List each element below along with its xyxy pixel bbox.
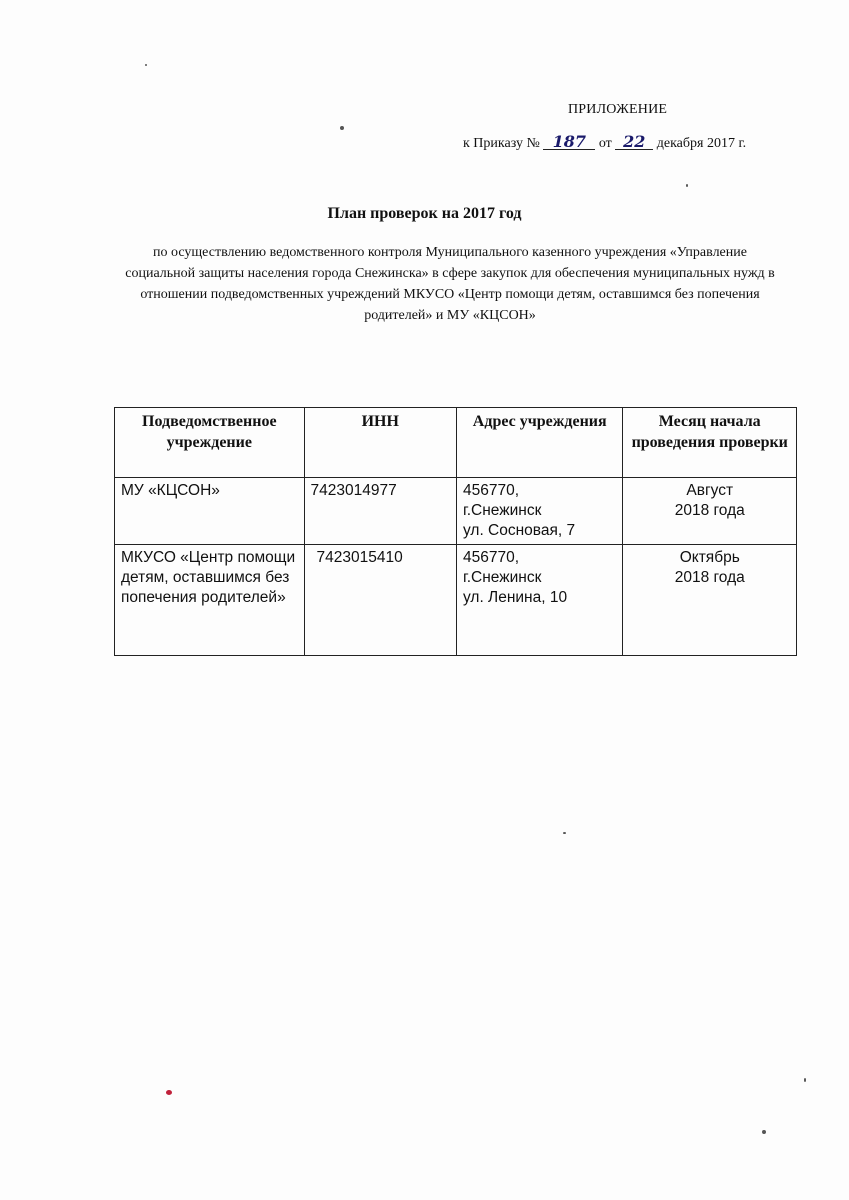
- order-day-handwritten: 22: [615, 135, 653, 150]
- scan-speck: [804, 1078, 806, 1082]
- cell-inn: 7423015410: [304, 545, 456, 656]
- cell-address: [456, 478, 622, 545]
- order-from: от: [598, 136, 612, 151]
- cell-institution: МУ «КЦСОН»: [115, 478, 305, 545]
- scan-speck: [145, 64, 147, 66]
- cell-month: [623, 545, 797, 656]
- month-line: 2018 года: [674, 569, 745, 586]
- address-line: г.Снежинск: [462, 502, 542, 519]
- scan-speck: [686, 184, 688, 187]
- scan-speck: [340, 126, 344, 130]
- table-row: [115, 545, 797, 656]
- address-line: 456770,: [462, 549, 520, 566]
- header-month: Месяц начала проведения проверки: [623, 408, 797, 478]
- order-suffix: декабря 2017 г.: [656, 136, 747, 151]
- cell-inn: 7423014977: [304, 478, 456, 545]
- scan-speck: [762, 1130, 766, 1134]
- order-number-handwritten: 187: [543, 135, 595, 150]
- cell-address: [456, 545, 622, 656]
- order-prefix: к Приказу №: [463, 136, 540, 151]
- address-line: 456770,: [462, 482, 520, 499]
- table-row: [115, 478, 797, 545]
- header-institution: Подведомственное учреждение: [115, 408, 305, 478]
- address-line: г.Снежинск: [462, 569, 542, 586]
- appendix-label: ПРИЛОЖЕНИЕ: [568, 102, 668, 117]
- address-line: ул. Сосновая, 7: [462, 522, 576, 539]
- order-reference: [463, 132, 747, 152]
- month-line: Октябрь: [679, 549, 740, 566]
- table-header-row: [115, 408, 797, 478]
- document-subtitle: по осуществлению ведомственного контроля Муниципального казенного учреждения «Управление социальной защиты населения города Снежинска» в сфере закупок для обеспечения муниципальных нужд в отношении подведомственных учреждений МКУСО «Центр помощи детям, оставшимся без попечения родителей» и МУ «КЦСОН»: [125, 245, 775, 323]
- address-line: ул. Ленина, 10: [462, 589, 568, 606]
- cell-month: [623, 478, 797, 545]
- inspection-plan-table: [114, 407, 797, 656]
- month-line: Август: [686, 482, 734, 499]
- month-line: 2018 года: [674, 502, 745, 519]
- red-ink-speck: [166, 1090, 172, 1095]
- document-title: План проверок на 2017 год: [327, 205, 522, 222]
- header-inn: ИНН: [304, 408, 456, 478]
- scan-speck: [563, 832, 566, 834]
- header-address: Адрес учреждения: [456, 408, 622, 478]
- cell-institution: МКУСО «Центр помощи детям, оставшимся без попечения родителей»: [115, 545, 305, 656]
